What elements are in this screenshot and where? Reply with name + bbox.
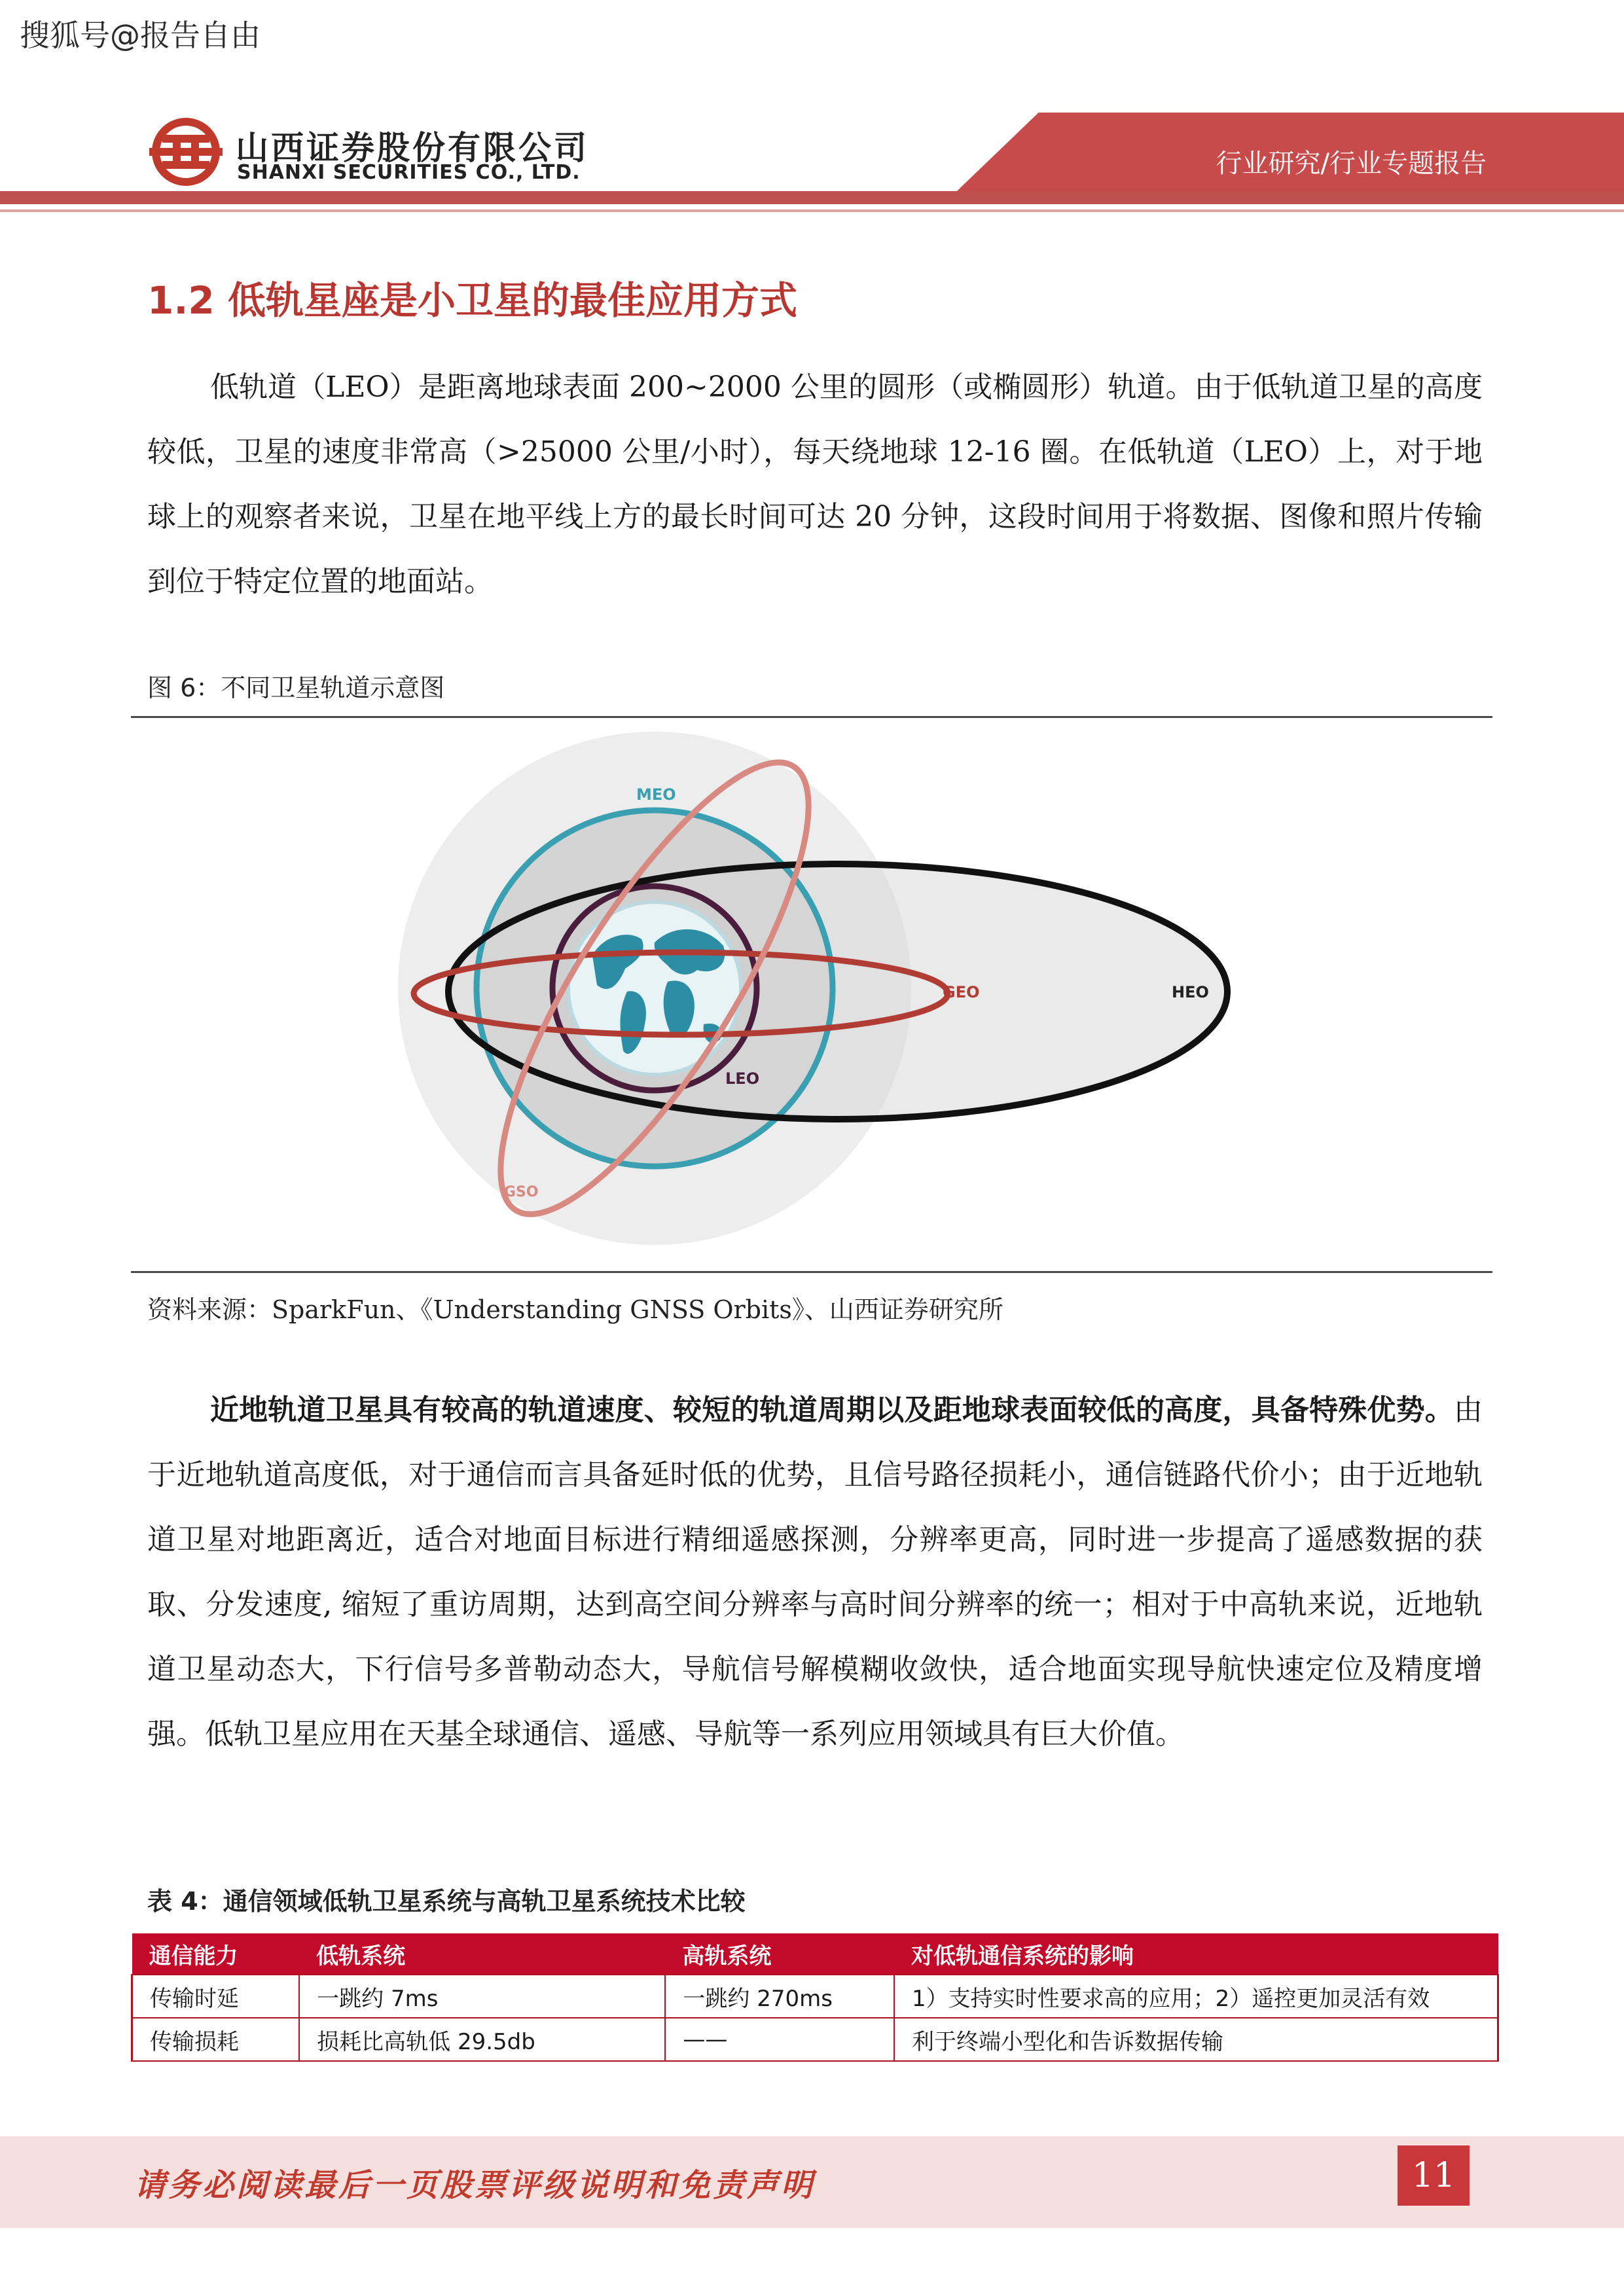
table-cell: 利于终端小型化和告诉数据传输 [894, 2018, 1498, 2061]
page-number: 11 [1398, 2145, 1470, 2206]
table-header-cell: 通信能力 [132, 1933, 300, 1975]
label-meo: MEO [636, 785, 676, 804]
table-row [132, 2018, 1498, 2061]
table-row [132, 1975, 1498, 2018]
figure-caption: 图 6：不同卫星轨道示意图 [147, 673, 445, 702]
company-logo-icon [149, 115, 223, 188]
header-band [0, 191, 1624, 204]
company-name-en: SHANXI SECURITIES CO., LTD. [237, 161, 581, 184]
earth [568, 902, 741, 1075]
table-header-cell: 对低轨通信系统的影响 [894, 1933, 1498, 1975]
figure-source: 资料来源：SparkFun、《Understanding GNSS Orbits》、山西证券研究所 [147, 1295, 1003, 1324]
table-cell: 传输损耗 [132, 2018, 300, 2061]
figure-bottom-rule [131, 1271, 1492, 1273]
table-cell: —— [665, 2018, 894, 2061]
section-title: 1.2 低轨星座是小卫星的最佳应用方式 [147, 278, 797, 323]
body-paragraph-1: 低轨道（LEO）是距离地球表面 200~2000 公里的圆形（或椭圆形）轨道。由于低轨道卫星的高度较低，卫星的速度非常高（>25000 公里/小时），每天绕地球 12-16 圈。在低轨道（LEO）上，对于地球上的观察者来说，卫星在地平线上方的最长时间可达 20 分钟，这段时间用于将数据、图像和照片传输到位于特定位置的地面站。 [147, 370, 1483, 598]
label-geo: GEO [943, 983, 980, 1001]
footer-disclaimer: 请务必阅读最后一页股票评级说明和免责声明 [134, 2167, 816, 2204]
company-name-cn: 山西证券股份有限公司 [236, 129, 589, 167]
comparison-table [131, 1933, 1499, 2062]
label-leo: LEO [725, 1069, 760, 1088]
paragraph-2-body: 由于近地轨道高度低，对于通信而言具备延时低的优势，且信号路径损耗小，通信链路代价小；由于近地轨道卫星对地距离近，适合对地面目标进行精细遥感探测，分辨率更高，同时进一步提高了遥感数据的获取、分发速度, 缩短了重访周期，达到高空间分辨率与高时间分辨率的统一；相对于中高轨来说，近地轨道卫星动态大，下行信号多普勒动态大，导航信号解模糊收敛快，适合地面实现导航快速定位及精度增强。低轨卫星应用在天基全球通信、遥感、导航等一系列应用领域具有巨大价值。 [147, 1393, 1483, 1751]
table-cell: 一跳约 270ms [665, 1975, 894, 2018]
table-cell: 一跳约 7ms [299, 1975, 665, 2018]
paragraph-2-lead: 近地轨道卫星具有较高的轨道速度、较短的轨道周期以及距地球表面较低的高度，具备特殊优势。 [210, 1393, 1454, 1427]
figure-top-rule [131, 716, 1492, 718]
report-type: 行业研究/行业专题报告 [1216, 149, 1487, 179]
body-paragraph-2 [147, 1378, 1483, 1767]
table-header-row [132, 1933, 1498, 1975]
label-heo: HEO [1172, 983, 1209, 1001]
table-header-cell: 低轨系统 [299, 1933, 665, 1975]
label-gso: GSO [504, 1184, 539, 1200]
table-cell: 损耗比高轨低 29.5db [299, 2018, 665, 2061]
table-cell: 传输时延 [132, 1975, 300, 2018]
table-caption: 表 4：通信领域低轨卫星系统与高轨卫星系统技术比较 [147, 1887, 746, 1916]
table-header-cell: 高轨系统 [665, 1933, 894, 1975]
orbit-diagram [367, 726, 1283, 1250]
table-cell: 1）支持实时性要求高的应用；2）遥控更加灵活有效 [894, 1975, 1498, 2018]
watermark-text: 搜狐号@报告自由 [20, 18, 261, 53]
header-divider [0, 209, 1624, 212]
